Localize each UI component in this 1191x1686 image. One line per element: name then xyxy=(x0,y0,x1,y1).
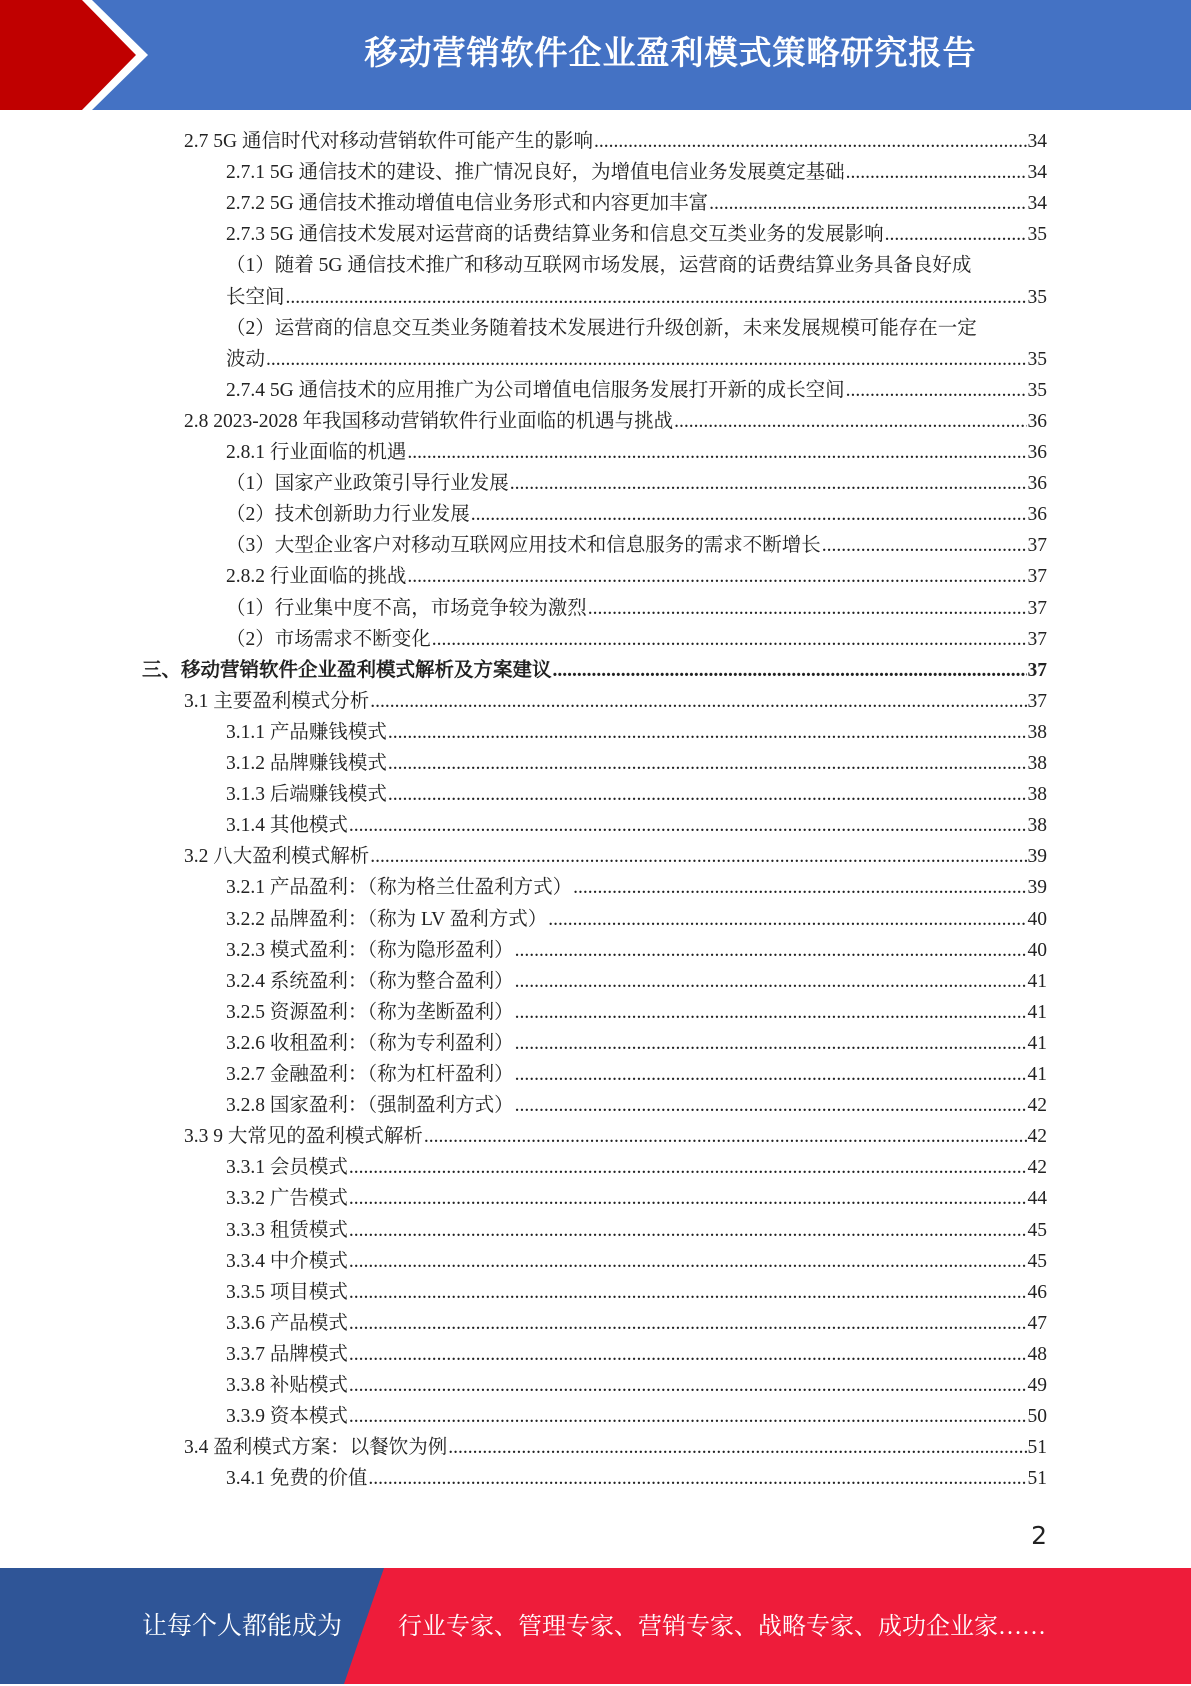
toc-entry-title: 3.2.5 资源盈利：（称为垄断盈利） xyxy=(226,1001,514,1023)
toc-entry[interactable] xyxy=(226,1279,1047,1307)
toc-entry-title: 3.3.3 租赁模式 xyxy=(226,1219,348,1241)
header-chevron-decoration xyxy=(0,0,160,110)
toc-leader-dots xyxy=(515,937,1027,965)
toc-entry-title: 3.2.2 品牌盈利：（称为 LV 盈利方式） xyxy=(226,908,548,930)
toc-page-number: 36 xyxy=(1027,473,1047,495)
toc-entry-title: 3.3.6 产品模式 xyxy=(226,1312,348,1334)
toc-leader-dots xyxy=(510,470,1027,498)
toc-page-number: 41 xyxy=(1027,970,1047,992)
toc-entry-title: 3.2.3 模式盈利：（称为隐形盈利） xyxy=(226,939,514,961)
toc-leader-dots xyxy=(349,1154,1027,1182)
toc-page-number: 51 xyxy=(1027,1437,1047,1459)
toc-leader-dots xyxy=(368,1465,1026,1493)
toc-entry[interactable] xyxy=(226,1154,1047,1182)
toc-leader-dots xyxy=(885,221,1027,249)
toc-entry-title: 3.2.6 收租盈利：（称为专利盈利） xyxy=(226,1032,514,1054)
toc-entry[interactable] xyxy=(226,812,1047,840)
toc-leader-dots xyxy=(349,1310,1027,1338)
toc-entry-title: 3.2 八大盈利模式解析 xyxy=(184,846,370,868)
toc-entry-title: （1）国家产业政策引导行业发展 xyxy=(226,473,509,495)
toc-page-number: 36 xyxy=(1027,504,1047,526)
toc-entry-title: 3.2.1 产品盈利：（称为格兰仕盈利方式） xyxy=(226,877,573,899)
footer-slogan-right: 行业专家、管理专家、营销专家、战略专家、成功企业家…… xyxy=(398,1614,1046,1640)
toc-entry[interactable] xyxy=(226,874,1047,902)
toc-page-number: 46 xyxy=(1027,1281,1047,1303)
toc-page-number: 41 xyxy=(1027,1032,1047,1054)
toc-page-number: 39 xyxy=(1027,877,1047,899)
toc-page-number: 37 xyxy=(1027,566,1047,588)
toc-entry-title: 3.1.3 后端赚钱模式 xyxy=(226,784,387,806)
toc-entry-title: 波动 xyxy=(226,348,266,370)
toc-entry-title: 3.3.8 补贴模式 xyxy=(226,1375,348,1396)
toc-entry-title: 2.7 5G 通信时代对移动营销软件可能产生的影响 xyxy=(184,131,593,152)
toc-entry-title: 3.3.7 品牌模式 xyxy=(226,1343,348,1365)
toc-leader-dots xyxy=(674,408,1026,436)
toc-entry[interactable] xyxy=(226,1092,1047,1120)
toc-page-number: 34 xyxy=(1027,131,1047,152)
footer-slogan-left: 让每个人都能成为 xyxy=(142,1611,343,1640)
toc-entry-title: 2.8.2 行业面临的挑战 xyxy=(226,566,407,588)
toc-entry[interactable] xyxy=(226,781,1047,809)
toc-entry-title: 2.7.3 5G 通信技术发展对运营商的话费结算业务和信息交互类业务的发展影响 xyxy=(226,224,884,246)
toc-entry[interactable] xyxy=(226,1310,1047,1338)
toc-leader-dots xyxy=(553,657,1027,685)
toc-entry-title: 2.7.2 5G 通信技术推动增值电信业务形式和内容更加丰富 xyxy=(226,193,709,215)
toc-page-number: 37 xyxy=(1027,659,1047,681)
toc-entry-title: 3.3 9 大常见的盈利模式解析 xyxy=(184,1126,423,1148)
toc-entry-title: 2.7.4 5G 通信技术的应用推广为公司增值电信服务发展打开新的成长空间 xyxy=(226,379,845,401)
toc-leader-dots xyxy=(388,750,1027,778)
toc-entry[interactable] xyxy=(226,937,1047,965)
toc-entry-title: 3.3.2 广告模式 xyxy=(226,1188,348,1210)
page-footer xyxy=(0,1568,1191,1684)
toc-entry-title: 3.1 主要盈利模式分析 xyxy=(184,690,370,712)
toc-entry-title: 3.4 盈利模式方案：以餐饮为例 xyxy=(184,1437,448,1459)
toc-entry[interactable] xyxy=(226,532,1047,560)
toc-page-number: 35 xyxy=(1027,379,1047,401)
toc-leader-dots xyxy=(515,1061,1027,1089)
toc-entry-title: （2）市场需求不断变化 xyxy=(226,628,431,650)
toc-page-number: 35 xyxy=(1027,348,1047,370)
toc-entry-title: 3.3.4 中介模式 xyxy=(226,1250,348,1272)
toc-leader-dots xyxy=(349,812,1027,840)
toc-entry[interactable] xyxy=(184,1434,1047,1462)
toc-entry-title: 3.3.1 会员模式 xyxy=(226,1157,348,1179)
toc-leader-dots xyxy=(349,1279,1027,1307)
toc-leader-dots xyxy=(448,1434,1026,1462)
toc-page-number: 37 xyxy=(1027,535,1047,557)
toc-leader-dots xyxy=(573,874,1026,902)
toc-leader-dots xyxy=(349,1372,1027,1400)
toc-entry-title: 3.3.5 项目模式 xyxy=(226,1281,348,1303)
toc-leader-dots xyxy=(471,501,1027,529)
toc-leader-dots xyxy=(349,1403,1027,1431)
toc-page-number: 47 xyxy=(1027,1312,1047,1334)
toc-entry[interactable] xyxy=(226,626,1047,654)
toc-entry-title: 3.1.4 其他模式 xyxy=(226,815,348,837)
toc-entry[interactable] xyxy=(226,1061,1047,1089)
toc-page-number: 34 xyxy=(1027,193,1047,215)
toc-page-number: 45 xyxy=(1027,1250,1047,1272)
toc-entry[interactable] xyxy=(226,1030,1047,1058)
toc-entry[interactable] xyxy=(226,346,1047,374)
toc-leader-dots xyxy=(370,688,1026,716)
toc-page-number: 38 xyxy=(1027,784,1047,806)
page-header xyxy=(0,0,1191,110)
toc-page-number: 41 xyxy=(1027,1064,1047,1085)
toc-entry[interactable] xyxy=(226,1217,1047,1245)
toc-entry-title: 3.1.1 产品赚钱模式 xyxy=(226,721,387,743)
toc-page-number: 36 xyxy=(1027,410,1047,432)
toc-entry-title: （1）行业集中度不高，市场竞争较为激烈 xyxy=(226,597,587,619)
toc-page-number: 35 xyxy=(1027,224,1047,246)
toc-entry-title: 2.7.1 5G 通信技术的建设、推广情况良好，为增值电信业务发展奠定基础 xyxy=(226,162,845,184)
document-title: 移动营销软件企业盈利模式策略研究报告 xyxy=(364,33,977,72)
toc-leader-dots xyxy=(407,563,1026,591)
toc-entry-title: 2.8 2023-2028 年我国移动营销软件行业面临的机遇与挑战 xyxy=(184,410,674,432)
toc-entry[interactable] xyxy=(184,1123,1047,1151)
toc-entry[interactable] xyxy=(226,906,1047,934)
toc-leader-dots xyxy=(548,906,1026,934)
toc-page-number: 40 xyxy=(1027,939,1047,961)
toc-page-number: 39 xyxy=(1027,846,1047,868)
toc-page-number: 34 xyxy=(1027,162,1047,184)
toc-leader-dots xyxy=(515,1030,1027,1058)
toc-page-number: 51 xyxy=(1027,1468,1047,1490)
toc-entry-line: （1）随着 5G 通信技术推广和移动互联网市场发展，运营商的话费结算业务具备良好成 xyxy=(226,255,972,277)
toc-entry-title: 3.2.8 国家盈利：（强制盈利方式） xyxy=(226,1095,514,1117)
toc-leader-dots xyxy=(407,439,1026,467)
toc-entry[interactable] xyxy=(226,595,1047,623)
toc-entry[interactable] xyxy=(226,750,1047,778)
toc-page-number: 36 xyxy=(1027,442,1047,463)
toc-entry-title: 长空间 xyxy=(226,286,285,308)
toc-entry[interactable] xyxy=(226,999,1047,1027)
toc-entry-title: 3.1.2 品牌赚钱模式 xyxy=(226,753,387,774)
toc-leader-dots xyxy=(515,999,1027,1027)
toc-page-number: 42 xyxy=(1027,1095,1047,1117)
toc-entry[interactable] xyxy=(226,159,1047,187)
toc-leader-dots xyxy=(266,346,1026,374)
toc-leader-dots xyxy=(286,284,1027,312)
toc-leader-dots xyxy=(388,719,1027,747)
toc-leader-dots xyxy=(822,532,1027,560)
toc-entry-title: 3.4.1 免费的价值 xyxy=(226,1468,368,1490)
toc-entry[interactable] xyxy=(226,190,1047,218)
toc-entry[interactable] xyxy=(226,1248,1047,1276)
toc-entry-title: 三、移动营销软件企业盈利模式解析及方案建议 xyxy=(142,659,552,681)
toc-entry[interactable] xyxy=(226,719,1047,747)
toc-leader-dots xyxy=(388,781,1027,809)
toc-entry-title: （3）大型企业客户对移动互联网应用技术和信息服务的需求不断增长 xyxy=(226,535,821,557)
toc-entry[interactable] xyxy=(226,1465,1047,1493)
toc-entry[interactable] xyxy=(226,1341,1047,1369)
toc-entry-title: （2）技术创新助力行业发展 xyxy=(226,504,470,526)
toc-page-number: 37 xyxy=(1027,628,1047,650)
toc-entry[interactable] xyxy=(184,128,1047,156)
toc-page-number: 50 xyxy=(1027,1406,1047,1428)
toc-leader-dots xyxy=(424,1123,1027,1151)
toc-entry[interactable] xyxy=(226,284,1047,312)
toc-page-number: 42 xyxy=(1027,1157,1047,1179)
toc-entry[interactable] xyxy=(226,470,1047,498)
toc-leader-dots xyxy=(349,1185,1027,1213)
toc-entry[interactable] xyxy=(142,657,1047,685)
toc-entry[interactable] xyxy=(226,1403,1047,1431)
toc-page-number: 35 xyxy=(1027,286,1047,308)
toc-entry[interactable] xyxy=(184,408,1047,436)
toc-page-number: 38 xyxy=(1027,815,1047,837)
toc-leader-dots xyxy=(370,843,1026,871)
toc-leader-dots xyxy=(432,626,1027,654)
toc-entry[interactable] xyxy=(226,968,1047,996)
toc-entry[interactable] xyxy=(226,221,1047,249)
toc-entry[interactable] xyxy=(226,563,1047,591)
page-number: 2 xyxy=(1031,1521,1047,1550)
toc-leader-dots xyxy=(515,968,1027,996)
toc-leader-dots xyxy=(349,1341,1027,1369)
toc-entry[interactable] xyxy=(226,1185,1047,1213)
toc-page-number: 38 xyxy=(1027,721,1047,743)
toc-page-number: 48 xyxy=(1027,1343,1047,1365)
toc-page-number: 40 xyxy=(1027,908,1047,930)
toc-page-number: 49 xyxy=(1027,1375,1047,1396)
toc-page-number: 41 xyxy=(1027,1001,1047,1023)
toc-leader-dots xyxy=(846,159,1027,187)
toc-leader-dots xyxy=(594,128,1027,156)
toc-leader-dots xyxy=(349,1217,1027,1245)
toc-entry[interactable] xyxy=(226,1372,1047,1400)
toc-page-number: 45 xyxy=(1027,1219,1047,1241)
toc-leader-dots xyxy=(515,1092,1027,1120)
toc-entry-title: 3.2.4 系统盈利：（称为整合盈利） xyxy=(226,970,514,992)
toc-leader-dots xyxy=(588,595,1027,623)
toc-entry-title: 3.3.9 资本模式 xyxy=(226,1406,348,1428)
toc-entry[interactable] xyxy=(226,501,1047,529)
toc-entry-title: 3.2.7 金融盈利：（称为杠杆盈利） xyxy=(226,1064,514,1085)
toc-page-number: 37 xyxy=(1027,597,1047,619)
toc-entry-title: 2.8.1 行业面临的机遇 xyxy=(226,442,407,463)
toc-page-number: 37 xyxy=(1027,690,1047,712)
toc-entry[interactable] xyxy=(184,843,1047,871)
toc-leader-dots xyxy=(846,377,1027,405)
toc-page-number: 38 xyxy=(1027,753,1047,774)
toc-leader-dots xyxy=(709,190,1026,218)
toc-page-number: 44 xyxy=(1027,1188,1047,1210)
toc-entry[interactable] xyxy=(184,688,1047,716)
toc-entry-line: （2）运营商的信息交互类业务随着技术发展进行升级创新，未来发展规模可能存在一定 xyxy=(226,317,977,339)
toc-entry[interactable] xyxy=(226,439,1047,467)
toc-leader-dots xyxy=(349,1248,1027,1276)
toc-entry[interactable] xyxy=(226,377,1047,405)
toc-page-number: 42 xyxy=(1027,1126,1047,1148)
